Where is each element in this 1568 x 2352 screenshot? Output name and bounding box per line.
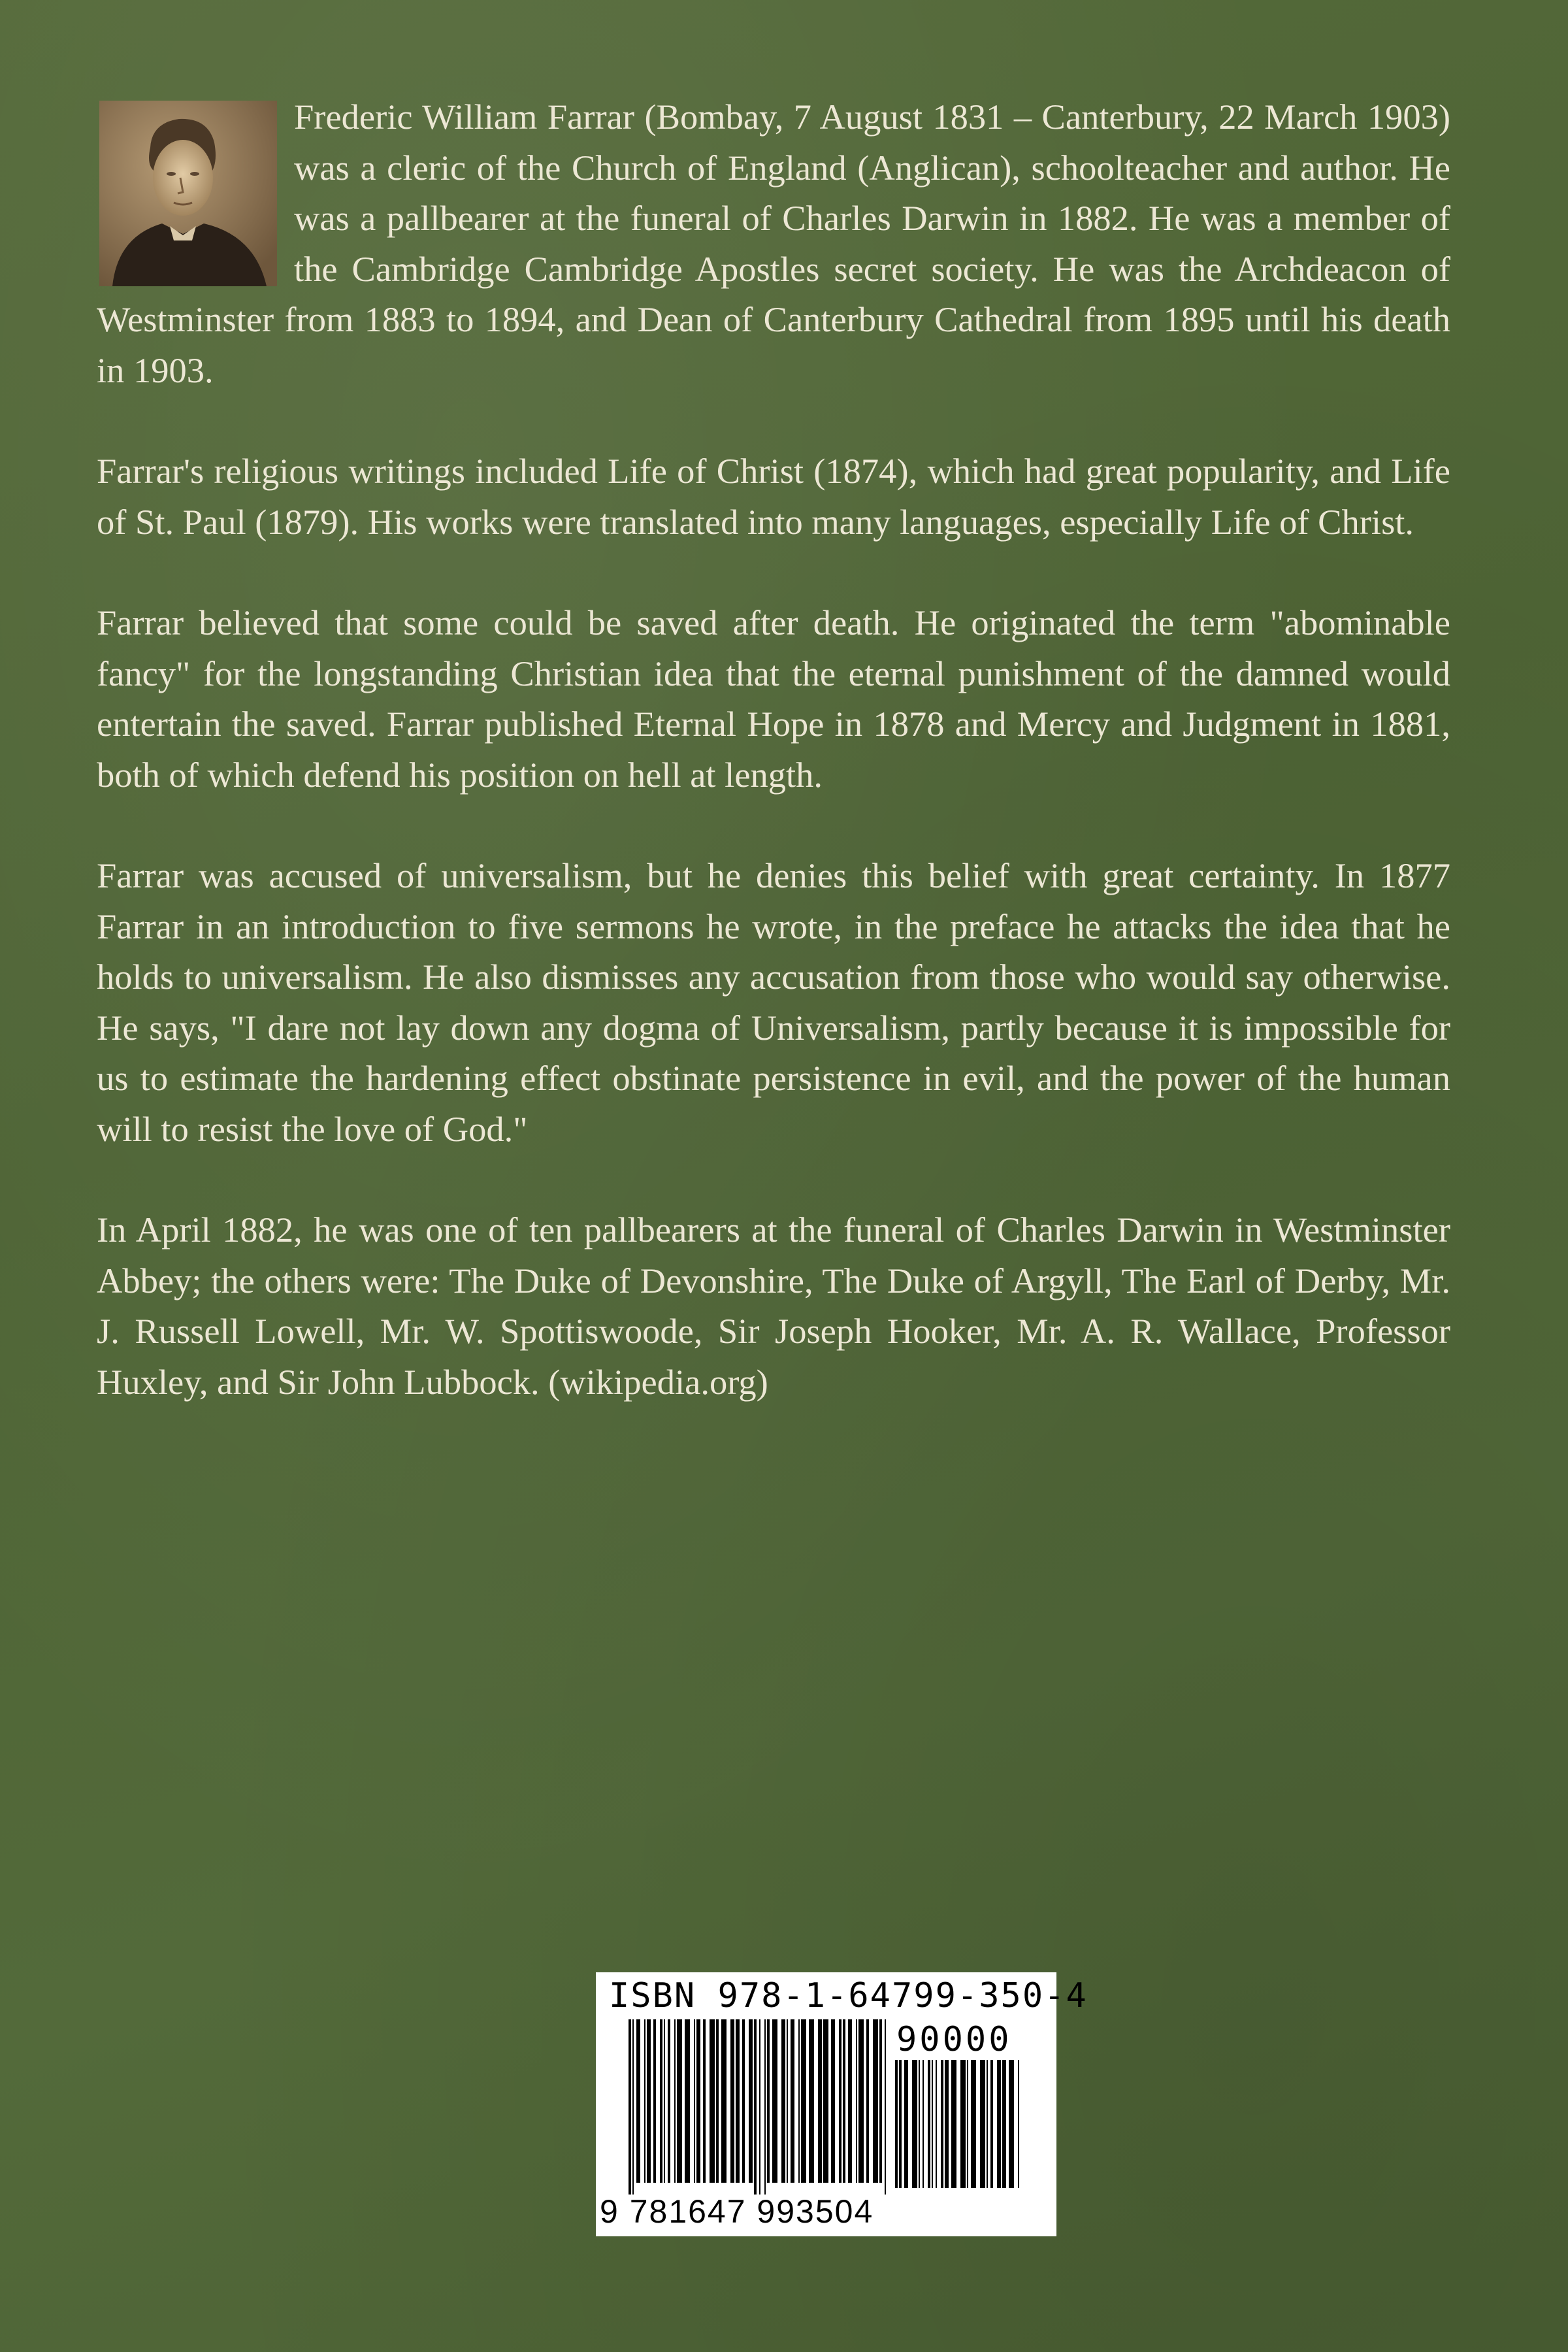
- paragraph-1-text: Frederic William Farrar (Bombay, 7 August 1831 – Canterbury, 22 March 1903) was a cleric of the Church of England (Anglican), schoolteacher and author. He was a pallbearer at the funeral of Charles Darwin in 1882. He was a member of the Cambridge Cambridge Apostles secret society. He was the Archdeacon of Westminster from 1883 to 1894, and Dean of Canterbury Cathedral from 1895 until his death in 1903.: [97, 97, 1450, 390]
- paragraph-universalism: Farrar was accused of universalism, but he denies this belief with great certainty. In 1877 Farrar in an introduction to five sermons he wrote, in the preface he attacks the idea that he holds to universalism. He also dismisses any accusation from those who would say otherwise. He says, "I dare not lay down any dogma of Universalism, partly because it is impossible for us to estimate the hardening effect obstinate persistence in evil, and the power of the human will to resist the love of God.": [97, 855, 1450, 1149]
- price-code: 90000: [896, 2020, 1012, 2059]
- isbn-label: ISBN 978-1-64799-350-4: [609, 1976, 1088, 2015]
- barcode-digits: 9 781647 993504: [600, 2193, 874, 2230]
- back-cover-text: [97, 91, 1450, 1457]
- addon-barcode-bars: [895, 2060, 1026, 2191]
- isbn-barcode: [596, 1972, 1088, 2236]
- paragraph-beliefs: Farrar believed that some could be saved after death. He originated the term "abominable fancy" for the longstanding Christian idea that the eternal punishment of the damned would entertain the saved. Farrar published Eternal Hope in 1878 and Mercy and Judgment in 1881, both of which defend his position on hell at length.: [97, 603, 1450, 795]
- paragraph-biography: [97, 91, 1450, 395]
- paragraph-writings: Farrar's religious writings included Life of Christ (1874), which had great popularity, and Life of St. Paul (1879). His works were translated into many languages, especially Life of Christ.: [97, 451, 1450, 542]
- paragraph-pallbearers: In April 1882, he was one of ten pallbearers at the funeral of Charles Darwin in Westminster Abbey; the others were: The Duke of Devonshire, The Duke of Argyll, The Earl of Derby, Mr. J. Russell Lowell, Mr. W. Spottiswoode, Sir Joseph Hooker, Mr. A. R. Wallace, Professor Huxley, and Sir John Lubbock. (wikipedia.org): [97, 1210, 1450, 1402]
- barcode-bars: [629, 2019, 890, 2196]
- author-portrait: [99, 101, 277, 286]
